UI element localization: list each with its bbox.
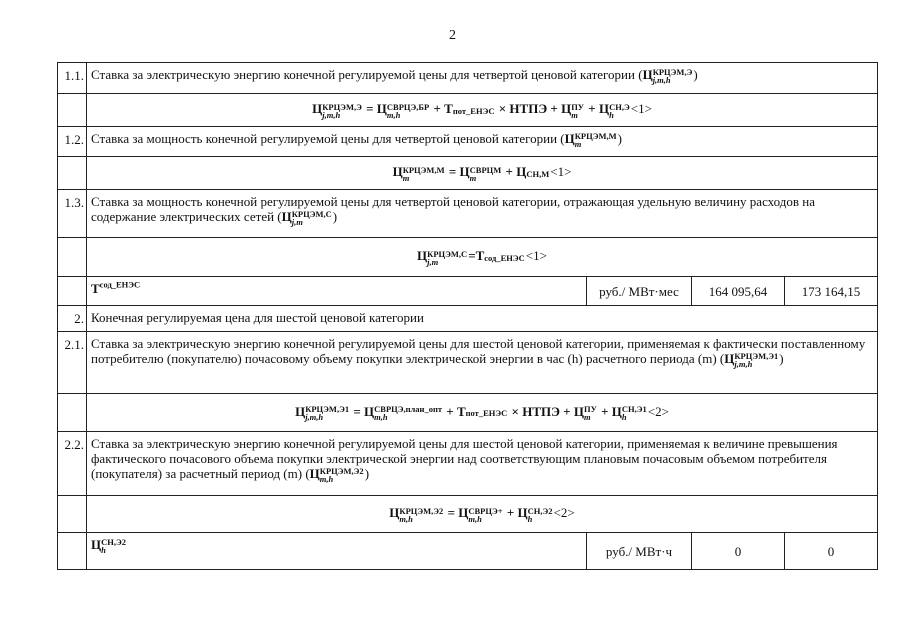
symbol-indices: КРЦЭМ,Э2 m,h — [319, 466, 364, 485]
formula-2-2: Ц КРЦЭМ,Э2 m,h = Ц СВРЦЭ+ m,h + Ц СН,Э2 h <2> — [87, 496, 878, 533]
row-2 — [58, 306, 878, 332]
description-text: Ставка за мощность конечной регулируемой цены для четвертой ценовой категории, отражающая удельную величину расходов на содержание электрических сетей ( — [91, 194, 816, 224]
description-text: Ставка за электрическую энергию конечной регулируемой цены для четвертой ценовой категории ( — [91, 67, 643, 82]
formula-row-1-2 — [58, 157, 878, 190]
row-csn-value — [58, 533, 878, 570]
formula-row-2-1 — [58, 394, 878, 432]
row-description: Ставка за мощность конечной регулируемой цены для четвертой ценовой категории (Ц КРЦЭМ,М m ) — [87, 127, 878, 157]
value-cell-2: 173 164,15 — [785, 277, 878, 306]
symbol-sub: j,m,h — [652, 75, 671, 86]
row-description: Конечная регулируемая цена для шестой ценовой категории — [87, 306, 878, 332]
row-number: 2.2. — [58, 432, 87, 496]
row-1-3 — [58, 190, 878, 238]
row-description: Ставка за мощность конечной регулируемой цены для четвертой ценовой категории, отражающая удельную величину расходов на содержание электрических сетей (Ц КРЦЭМ,С j,m ) — [87, 190, 878, 238]
unit-cell: руб./ МВт·мес — [587, 277, 692, 306]
symbol-sup: КРЦЭМ,Э — [652, 67, 693, 78]
empty-cell — [58, 157, 87, 190]
empty-cell — [58, 394, 87, 432]
row-description — [87, 63, 878, 94]
symbol: Ц — [724, 351, 735, 366]
row-number: 1.2. — [58, 127, 87, 157]
close-paren: ) — [693, 67, 698, 82]
formula-1-1: Ц КРЦЭМ,Э j,m,h = Ц СВРЦЭ,БР m,h + T пот_ЕНЭС × НТПЭ + Ц ПУ m + Ц СН,Э h <1> — [87, 94, 878, 127]
symbol: Ц — [309, 466, 320, 481]
symbol: Ц — [281, 209, 292, 224]
value-cell-1: 164 095,64 — [692, 277, 785, 306]
row-number: 2.1. — [58, 332, 87, 394]
formula-1-2: Ц КРЦЭМ,М m = Ц СВРЦМ m + Ц СН,М <1> — [87, 157, 878, 190]
formula-1-3: Ц КРЦЭМ,С j,m =T сод_ЕНЭС <1> — [87, 238, 878, 277]
row-number: 1.3. — [58, 190, 87, 238]
formula-row-2-2 — [58, 496, 878, 533]
symbol-indices: КРЦЭМ,С j,m — [291, 209, 332, 228]
symbol-indices: КРЦЭМ,М m — [574, 131, 617, 150]
row-2-1 — [58, 332, 878, 394]
formula-2-1: Ц КРЦЭМ,Э1 j,m,h = Ц СВРЦЭ,план_опт m,h + T пот_ЕНЭС × НТПЭ + Ц ПУ m + Ц СН,Э1 h <2> — [87, 394, 878, 432]
description-text: Ставка за мощность конечной регулируемой цены для четвертой ценовой категории ( — [91, 131, 565, 146]
row-1-1 — [58, 63, 878, 94]
value-symbol: Ц СН,Э2 h — [87, 533, 587, 570]
row-description: Ставка за электрическую энергию конечной регулируемой цены для шестой ценовой категории, применяемая к фактически поставленному потребителю (покупателю) почасовому объему покупки электрической энергии в час (h) расчетного периода (m) (Ц КРЦЭМ,Э1 j,m,h ) — [87, 332, 878, 394]
formula-row-1-1 — [58, 94, 878, 127]
value-symbol: $T^{сод\_ЕНЭС}$ — [87, 277, 587, 306]
symbol: Ц — [642, 67, 653, 82]
value-cell-1: 0 — [692, 533, 785, 570]
row-tsod-value — [58, 277, 878, 306]
formula-row-1-3 — [58, 238, 878, 277]
tariff-table — [57, 62, 878, 570]
description-text: Ставка за электрическую энергию конечной регулируемой цены для шестой ценовой категории, применяемая к величине превышения фактического почасового объема покупки электрической энергии над соответствующим плановым почасовым объемом потребителя (покупателя) за расчетный период (m) ( — [91, 436, 838, 481]
symbol: Ц — [564, 131, 575, 146]
row-1-2 — [58, 127, 878, 157]
unit-cell: руб./ МВт·ч — [587, 533, 692, 570]
row-number: 1.1. — [58, 63, 87, 94]
row-number: 2. — [58, 306, 87, 332]
page-number: 2 — [449, 28, 456, 43]
value-cell-2: 0 — [785, 533, 878, 570]
description-text: Ставка за электрическую энергию конечной регулируемой цены для шестой ценовой категории, применяемая к фактически поставленному потребителю (покупателю) почасовому объему покупки электрической энергии в час (h) расчетного периода (m) ( — [91, 336, 866, 366]
empty-cell — [58, 238, 87, 277]
empty-cell — [58, 277, 87, 306]
symbol-indices — [653, 68, 693, 84]
row-2-2 — [58, 432, 878, 496]
empty-cell — [58, 533, 87, 570]
symbol-indices: КРЦЭМ,Э1 j,m,h — [734, 351, 779, 370]
row-description: Ставка за электрическую энергию конечной регулируемой цены для шестой ценовой категории, применяемая к величине превышения фактического почасового объема покупки электрической энергии над соответствующим плановым почасовым объемом потребителя (покупателя) за расчетный период (m) (Ц КРЦЭМ,Э2 m,h ) — [87, 432, 878, 496]
empty-cell — [58, 94, 87, 127]
empty-cell — [58, 496, 87, 533]
